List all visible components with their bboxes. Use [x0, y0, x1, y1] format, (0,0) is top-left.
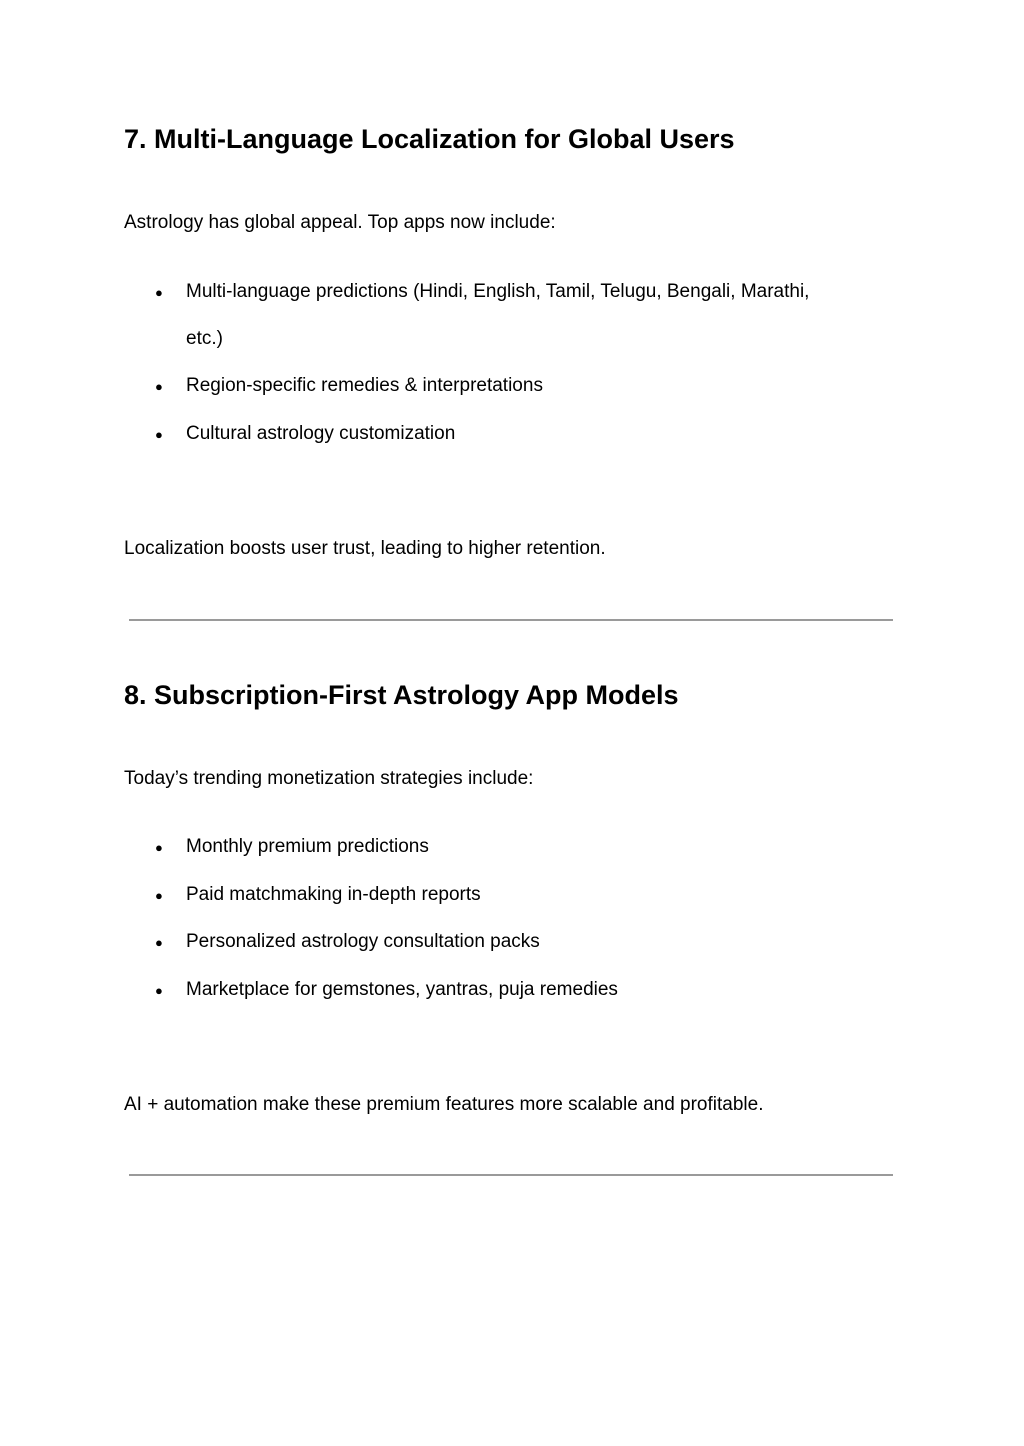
bullet-icon: ●: [155, 427, 163, 442]
section-intro: Astrology has global appeal. Top apps now include:: [124, 212, 556, 233]
list-item: Multi-language predictions (Hindi, English, Tamil, Telugu, Bengali, Marathi,: [186, 281, 810, 302]
list-item: Paid matchmaking in-depth reports: [186, 884, 481, 905]
bullet-icon: ●: [155, 285, 163, 300]
section-heading: 7. Multi-Language Localization for Global Users: [124, 124, 735, 154]
list-item: Monthly premium predictions: [186, 836, 429, 857]
list-item-continuation: etc.): [186, 328, 223, 349]
bullet-icon: ●: [155, 840, 163, 855]
section-conclusion: AI + automation make these premium features more scalable and profitable.: [124, 1094, 764, 1115]
bullet-icon: ●: [155, 888, 163, 903]
section-divider: [129, 619, 893, 621]
section-conclusion: Localization boosts user trust, leading to higher retention.: [124, 538, 606, 559]
section-heading: 8. Subscription-First Astrology App Models: [124, 680, 679, 710]
list-item: Region-specific remedies & interpretations: [186, 375, 543, 396]
bullet-icon: ●: [155, 935, 163, 950]
list-item: Personalized astrology consultation packs: [186, 931, 540, 952]
bullet-icon: ●: [155, 379, 163, 394]
list-item: Cultural astrology customization: [186, 423, 456, 444]
list-item: Marketplace for gemstones, yantras, puja remedies: [186, 979, 618, 1000]
section-divider: [129, 1174, 893, 1176]
bullet-icon: ●: [155, 983, 163, 998]
section-intro: Today’s trending monetization strategies include:: [124, 768, 534, 789]
